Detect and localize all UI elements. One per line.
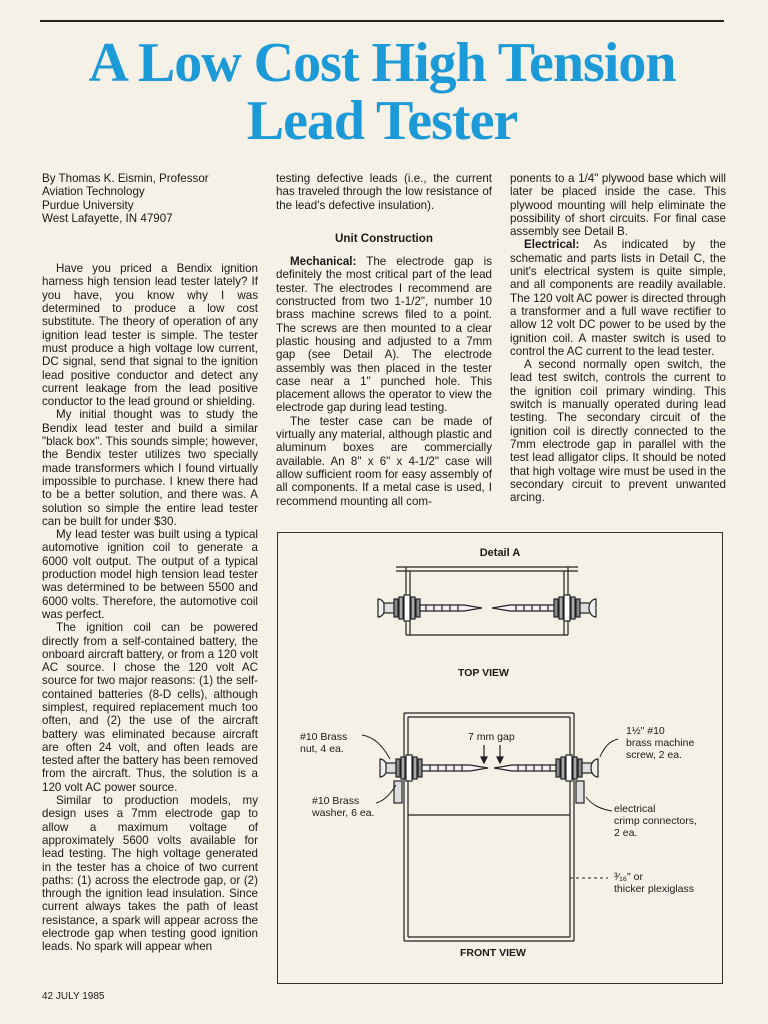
body-paragraph: Have you priced a Bendix ignition harness high tension lead tester lately? If you have, you know why I was determined to produce a low cost substitute. The theory of operation of any ignition lead tester is simple. The tester must produce a high voltage low current, DC signal, send that signal to the ignition lead positive conductor and detect any current leakage from the lead positive conductor to the lead ground or shielding. <box>42 262 258 409</box>
body-paragraph: My initial thought was to study the Bendix lead tester and build a similar "black box". This sounds simple; however, the Bendix tester utilizes two specially made transformers which I found virtually impossible to purchase. I knew there had to be a better solution, and there was. A solution so simple the entire lead tester can be built for under $30. <box>42 408 258 528</box>
crimp-label <box>614 803 697 839</box>
byline-line: Aviation Technology <box>42 185 145 199</box>
column-3 <box>510 172 726 504</box>
body-paragraph: The tester case can be made of virtually any material, although plastic and aluminum boxes are commercially available. An 8" x 6" x 4-1/2" case will allow sufficient room for easy assembly of all components. If a metal case is used, I recommend mounting all com- <box>276 414 492 508</box>
washer-label-line: #10 Brass <box>312 795 360 807</box>
screw-label-line: 1½" #10 <box>626 725 665 737</box>
top-view-label: TOP VIEW <box>458 667 509 679</box>
paragraph-text: The electrode gap is definitely the most critical part of the lead tester. The electrodes I recommend are constructed from two 1-1/2", number 10 brass machine screws filed to a point. The screws are then mounted to a clear plastic housing and adjusted to a 7mm gap (see Detail A). The electrode assembly was then placed in the tester case near a 1" punched hole. This placement allows the operator to view the electrode gap during lead testing. <box>276 255 492 415</box>
crimp-label-line: electrical <box>614 803 656 815</box>
plexiglass-label <box>614 871 694 895</box>
section-heading: Unit Construction <box>335 231 433 245</box>
body-paragraph: My lead tester was built using a typical automotive ignition coil to generate a 6000 volt output. The output of a typical production model high tension lead tester was determined to be between 5500 and 6000 volts. Therefore, the automotive coil was perfect. <box>42 528 258 621</box>
crimp-label-line: crimp connectors, <box>614 815 697 827</box>
body-paragraph: A second normally open switch, the lead test switch, controls the current to the ignition coil primary winding. This switch is manually operated during lead testing. The secondary circuit of the ignition coil is directly connected to the 7mm electrode gap in parallel with the test lead alligator clips. It should be noted that high voltage wire must be used in the secondary circuit to prevent unwanted arcing. <box>510 358 726 505</box>
front-view-right-screw <box>494 755 598 803</box>
run-in-heading: Mechanical: <box>290 255 357 269</box>
column-2 <box>276 172 492 508</box>
plexiglass-label-line: thicker plexiglass <box>614 883 694 895</box>
gap-arrows <box>481 745 503 763</box>
front-view-housing <box>404 713 574 941</box>
body-paragraph <box>510 238 726 358</box>
run-in-heading: Electrical: <box>524 238 580 252</box>
nut-label-line: #10 Brass <box>300 731 348 743</box>
figure-title: Detail A <box>479 547 521 559</box>
nut-label <box>300 731 347 755</box>
front-view-left-screw <box>380 755 488 803</box>
screw-label <box>626 725 694 761</box>
byline-line: Purdue University <box>42 198 134 212</box>
washer-label <box>312 795 374 819</box>
paragraph-text: As indicated by the schematic and parts lists in Detail C, the unit's electrical system is quite simple, and all components are readily available. The 120 volt AC power is directed through a transformer and a full wave rectifier to allow 12 volt DC power to be used by the ignition coil. A master switch is used to control the AC current to the lead tester. <box>510 238 726 358</box>
byline-line: By Thomas K. Eismin, Professor <box>42 172 209 185</box>
body-paragraph <box>276 255 492 415</box>
front-view-label: FRONT VIEW <box>460 947 526 959</box>
gap-label: 7 mm gap <box>468 731 515 743</box>
header-rule <box>40 20 724 22</box>
detail-a-figure <box>277 532 723 984</box>
page-folio: 42 JULY 1985 <box>42 991 105 1002</box>
body-paragraph: ponents to a 1/4" plywood base which will later be placed inside the case. This plywood mounting will help eliminate the possibility of short circuits. For final case assembly see Detail B. <box>510 172 726 239</box>
plexiglass-label-line: ³⁄₁₆" or <box>614 871 644 883</box>
screw-label-line: screw, 2 ea. <box>626 749 683 761</box>
crimp-label-line: 2 ea. <box>614 827 638 839</box>
byline-line: West Lafayette, IN 47907 <box>42 211 173 225</box>
column-1 <box>42 172 258 954</box>
washer-label-line: washer, 6 ea. <box>312 807 375 819</box>
top-view-right-screw <box>492 595 596 621</box>
body-paragraph: testing defective leads (i.e., the current has traveled through the low resistance of the lead's defective insulation). <box>276 172 492 212</box>
nut-label-line: nut, 4 ea. <box>300 743 344 755</box>
top-view-housing <box>396 567 578 635</box>
body-paragraph: Similar to production models, my design uses a 7mm electrode gap to allow a maximum voltage of approximately 5600 volts available for lead testing. The high voltage generated in the tester has a choice of two current paths: (1) across the electrode gap, or (2) through the ignition lead insulation. Since current always takes the path of least resistance, a spark will appear across the electrode gap when testing good ignition leads. No spark will appear when <box>42 794 258 954</box>
screw-label-line: brass machine <box>626 737 695 749</box>
leader-lines <box>362 735 618 878</box>
byline <box>42 172 258 225</box>
top-view-left-screw <box>378 595 482 621</box>
article-title: A Low Cost High Tension Lead Tester <box>88 32 676 152</box>
body-paragraph: The ignition coil can be powered directly from a self-contained battery, the onboard aircraft battery, or from a 120 volt AC source. I chose the 120 volt AC source for two major reasons: (1) the self-contained batteries (8-D cells), although simplest, required replacement much too often, and (2) the use of the aircraft battery was eliminated because aircraft are often 24 volt, and often leads are tested after the battery has been removed from the aircraft. Thus, the solution is a 120 volt AC power source. <box>42 621 258 794</box>
